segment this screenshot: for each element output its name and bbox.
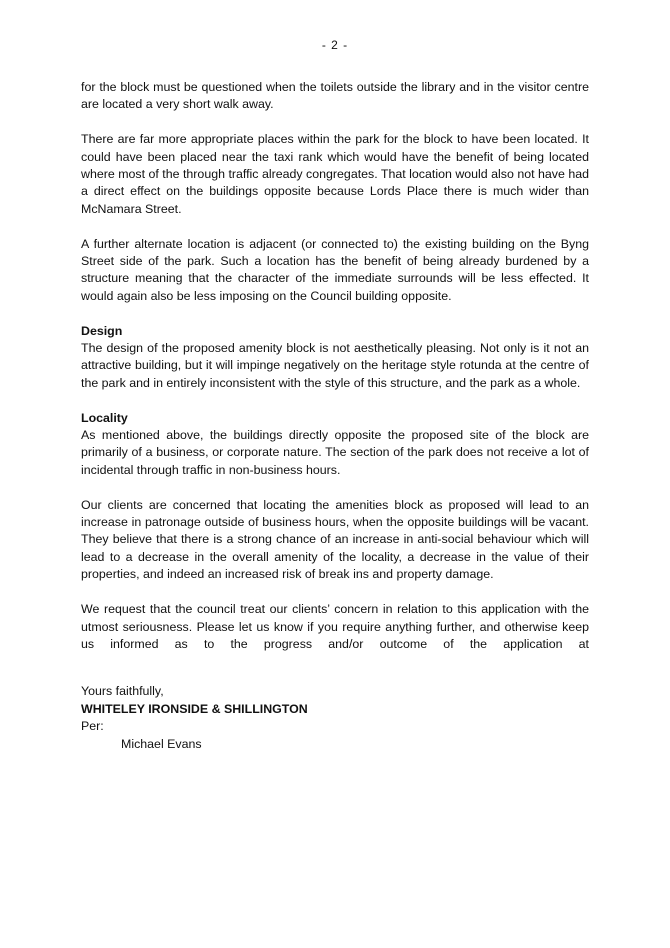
page-number: - 2 -: [321, 38, 349, 52]
signatory-name: Michael Evans: [121, 736, 202, 751]
heading-design: Design: [81, 323, 123, 338]
paragraph-toilets: for the block must be questioned when the toilets outside the library and in the visitor centre are located a very short walk away.: [81, 80, 589, 112]
heading-locality: Locality: [81, 410, 128, 425]
paragraph-locality: As mentioned above, the buildings directly opposite the proposed site of the block are primarily of a business, or corporate nature. The section of the park does not receive a lot of incidental through traffic in non-business hours.: [81, 428, 589, 477]
paragraph-alternate-location: A further alternate location is adjacent (or connected to) the existing building on the Byng Street side of the park. Such a location has the benefit of being already burdened by a structure meaning that the character of the immediate surrounds will be less effected. It would again also be less imposing on the Council building opposite.: [81, 236, 589, 303]
paragraph-design: The design of the proposed amenity block is not aesthetically pleasing. Not only is it not an attractive building, but it will impinge negatively on the heritage style rotunda at the centre of the park and in entirely inconsistent with the style of this structure, and the park as a whole.: [81, 341, 589, 390]
paragraph-request: We request that the council treat our clients’ concern in relation to this application with the utmost seriousness. Please let us know if you require anything further, and otherwise keep us informed as to the progress and/or outcome of the application at: [81, 602, 589, 651]
paragraph-alternative-places: There are far more appropriate places within the park for the block to have been located. It could have been placed near the taxi rank which would have the benefit of being located where most of the through traffic already congregates. That location would also not have had a direct effect on the buildings opposite because Lords Place there is much wider than McNamara Street.: [81, 132, 589, 216]
firm-name: WHITELEY IRONSIDE & SHILLINGTON: [81, 701, 308, 716]
paragraph-concerns: Our clients are concerned that locating the amenities block as proposed will lead to an increase in patronage outside of business hours, when the opposite buildings will be vacant. They believe that there is a strong chance of an increase in anti-social behaviour which will lead to a decrease in the overall amenity of the locality, a decrease in the value of their properties, and indeed an increased risk of break ins and property damage.: [81, 497, 589, 582]
letter-body: [81, 79, 589, 753]
closing-block: [81, 683, 589, 753]
per-label: Per:: [81, 719, 104, 734]
salutation: Yours faithfully,: [81, 684, 164, 699]
